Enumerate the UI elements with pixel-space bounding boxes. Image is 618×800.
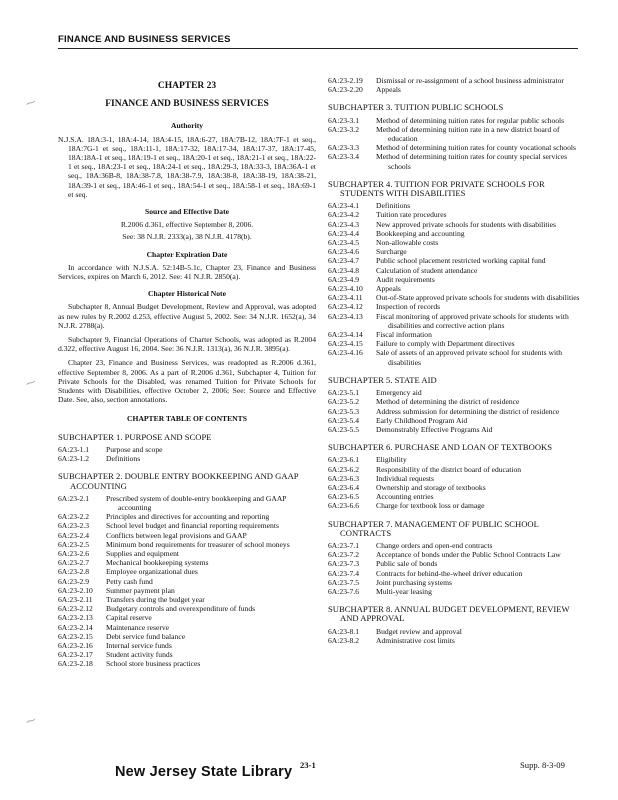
expiration-heading: Chapter Expiration Date bbox=[146, 249, 228, 259]
section-number: 6A:23-2.15 bbox=[58, 631, 93, 641]
section-title: Employee organizational dues bbox=[106, 567, 198, 577]
section-number: 6A:23-2.13 bbox=[58, 613, 93, 623]
section-number: 6A:23-3.1 bbox=[328, 115, 360, 125]
section-number: 6A:23-3.3 bbox=[328, 143, 360, 153]
section-title: Appeals bbox=[376, 284, 401, 294]
chapter-number: CHAPTER 23 bbox=[157, 81, 217, 91]
section-title: Capital reserve bbox=[106, 613, 152, 623]
section-title: Dismissal or re-assignment of a school business administrator bbox=[376, 76, 564, 85]
section-title: School store business practices bbox=[106, 659, 201, 669]
history-paragraph: Subchapter 8, Annual Budget Development, Review and Approval, was adopted as new rules by R.2002 d.253, effective August 5, 2002. See: 34 N.J.R. 1652(a), 34 N.J.R. 2788(a). bbox=[58, 302, 316, 330]
toc-entry bbox=[328, 559, 580, 568]
section-title: Budget review and approval bbox=[376, 626, 462, 636]
section-title: Charge for textbook loss or damage bbox=[376, 501, 485, 511]
subchapter-heading: SUBCHAPTER 6. PURCHASE AND LOAN OF TEXTBOOKS bbox=[328, 442, 553, 453]
section-title: Surcharge bbox=[376, 247, 407, 257]
right-toc bbox=[328, 103, 580, 645]
section-title: Contracts for behind-the-wheel driver education bbox=[376, 568, 523, 578]
margin-mark: ⁓ bbox=[24, 96, 38, 111]
subchapter-heading: SUBCHAPTER 3. TUITION PUBLIC SCHOOLS bbox=[328, 102, 504, 113]
section-title: Method of determining tuition rates for county vocational schools bbox=[376, 143, 576, 153]
section-number: 6A:23-2.4 bbox=[58, 530, 90, 540]
toc-entry bbox=[58, 613, 316, 622]
section-title: Audit requirements bbox=[376, 274, 435, 284]
toc-entry bbox=[58, 650, 316, 659]
library-watermark: New Jersey State Library bbox=[115, 764, 293, 780]
toc-entry bbox=[328, 247, 580, 256]
section-number: 6A:23-2.14 bbox=[58, 622, 93, 632]
toc-entry bbox=[328, 416, 580, 425]
section-title: Transfers during the budget year bbox=[106, 594, 205, 604]
toc-entry bbox=[58, 521, 316, 530]
section-number: 6A:23-7.2 bbox=[328, 550, 360, 560]
toc-entry bbox=[328, 229, 580, 238]
section-number: 6A:23-7.5 bbox=[328, 577, 360, 587]
authority-heading: Authority bbox=[170, 121, 204, 131]
section-title: Conflicts between legal provisions and GAAP bbox=[106, 530, 247, 540]
section-title: Petty cash fund bbox=[106, 576, 153, 586]
history-heading: Chapter Historical Note bbox=[148, 289, 226, 299]
section-title: New approved private schools for students with disabilities bbox=[376, 219, 556, 229]
section-number: 6A:23-7.6 bbox=[328, 586, 360, 596]
section-number: 6A:23-5.3 bbox=[328, 406, 360, 416]
toc-entry bbox=[328, 266, 580, 275]
toc-entry bbox=[58, 549, 316, 558]
section-number: 6A:23-4.14 bbox=[328, 330, 363, 340]
toc-entry bbox=[328, 85, 580, 94]
section-title: Accounting entries bbox=[376, 492, 434, 502]
toc-entry bbox=[328, 238, 580, 247]
subchapter-heading: SUBCHAPTER 2. DOUBLE ENTRY BOOKKEEPING AND GAAP ACCOUNTING bbox=[58, 471, 299, 491]
section-number: 6A:23-4.12 bbox=[328, 302, 363, 312]
margin-mark: ⁓ bbox=[24, 376, 38, 391]
section-title: Budgetary controls and overexpenditure of funds bbox=[106, 604, 256, 614]
supplement-date: Supp. 8-3-09 bbox=[520, 760, 565, 770]
section-title: Change orders and open-end contracts bbox=[376, 540, 493, 550]
section-number: 6A:23-5.2 bbox=[328, 397, 360, 407]
section-title: Summer payment plan bbox=[106, 585, 175, 595]
toc-entry bbox=[328, 330, 580, 339]
toc-entry bbox=[58, 632, 316, 641]
section-number: 6A:23-2.20 bbox=[328, 85, 363, 95]
toc-heading: CHAPTER TABLE OF CONTENTS bbox=[127, 414, 247, 424]
toc-entry bbox=[58, 659, 316, 668]
section-title: Internal service funds bbox=[106, 640, 172, 650]
section-title: Tuition rate procedures bbox=[376, 210, 447, 220]
section-number: 6A:23-2.3 bbox=[58, 521, 90, 531]
section-number: 6A:23-4.5 bbox=[328, 238, 360, 248]
toc-entry bbox=[328, 465, 580, 474]
toc-entry bbox=[58, 445, 316, 454]
toc-entry bbox=[328, 636, 580, 645]
toc-entry bbox=[328, 492, 580, 501]
toc-entry bbox=[328, 407, 580, 416]
section-title: Method of determining tuition rates for county special services schools bbox=[376, 152, 568, 171]
section-number: 6A:23-4.11 bbox=[328, 293, 363, 303]
section-number: 6A:23-4.7 bbox=[328, 256, 360, 266]
section-title: Multi-year leasing bbox=[376, 586, 432, 596]
subchapter-heading: SUBCHAPTER 7. MANAGEMENT OF PUBLIC SCHOOL CONTRACTS bbox=[328, 518, 539, 538]
section-number: 6A:23-2.1 bbox=[58, 493, 90, 503]
toc-entry bbox=[328, 587, 580, 596]
toc-entry bbox=[58, 577, 316, 586]
subchapter-heading: SUBCHAPTER 8. ANNUAL BUDGET DEVELOPMENT, REVIEW AND APPROVAL bbox=[328, 604, 570, 624]
continued-toc bbox=[328, 76, 580, 94]
section-title: Maintenance reserve bbox=[106, 622, 170, 632]
section-number: 6A:23-3.4 bbox=[328, 152, 360, 162]
section-number: 6A:23-4.9 bbox=[328, 274, 360, 284]
toc-entry bbox=[328, 256, 580, 265]
section-title: Inspection of records bbox=[376, 302, 441, 312]
toc-entry bbox=[328, 550, 580, 559]
header-rule bbox=[58, 48, 578, 49]
section-title: Minimum bond requirements for treasurer of school moneys bbox=[106, 539, 290, 549]
expiration-text: In accordance with N.J.S.A. 52:14B-5.1c, Chapter 23, Finance and Business Services, expires on March 6, 2012. See: 41 N.J.R. 2850(a). bbox=[58, 262, 316, 282]
authority-text: N.J.S.A. 18A:3-1, 18A:4-14, 18A:4-15, 18A:6-27, 18A:7B-12, 18A:7F-1 et seq., 18A:7G-1 et seq., 18A:11-1, 18A:17-32, 18A:17-34, 18A:17-37, 18A:17-45, 18A:18A-1 et seq., 18A:19-1 et seq., 18A:20-1 et seq., 18A:21-1 et seq., 18A:22-1 et seq., 18A:23-1 et seq., 18A:24-1 et seq., 18A:29-3, 18A:33-3, 18A:36A-1 et seq., 18A:36B-8, 18A:38-7.8, 18A:38-7.9, 18A:38-8, 18A:38-19, 18A:38-21, 18A:39-1 et seq., 18A:46-1 et seq., 18A:54-1 et seq., 18A:58-1 et seq., 18A:69-1 et seq. bbox=[58, 134, 316, 199]
section-number: 6A:23-5.1 bbox=[328, 388, 360, 398]
toc-entry bbox=[58, 604, 316, 613]
source-heading: Source and Effective Date bbox=[144, 207, 229, 217]
section-number: 6A:23-2.10 bbox=[58, 585, 93, 595]
history-paragraph: Chapter 23, Finance and Business Services, was readopted as R.2006 d.361, effective September 8, 2006. As a part of R.2006 d.361, Subchapter 4, Tuition for Private Schools for the Disabled, was renamed Tuition for Private Schools for Students with Disabilities, effective October 2, 2006; See: Source and Effective Date. See, also, section annotations. bbox=[58, 358, 316, 405]
toc-entry bbox=[328, 501, 580, 510]
toc-entry bbox=[328, 627, 580, 636]
section-title: Prescribed system of double-entry bookkeeping and GAAP accounting bbox=[106, 493, 287, 512]
toc-entry bbox=[328, 388, 580, 397]
toc-entry bbox=[328, 397, 580, 406]
section-number: 6A:23-6.4 bbox=[328, 482, 360, 492]
section-title: Acceptance of bonds under the Public School Contracts Law bbox=[376, 550, 561, 560]
section-title: Supplies and equipment bbox=[106, 548, 179, 558]
toc-entry bbox=[328, 578, 580, 587]
toc-entry bbox=[328, 210, 580, 219]
toc-entry bbox=[328, 348, 580, 366]
left-toc bbox=[58, 433, 316, 669]
section-title: Purpose and scope bbox=[106, 444, 163, 454]
toc-entry bbox=[328, 569, 580, 578]
section-title: Public sale of bonds bbox=[376, 559, 438, 569]
section-title: Method of determining the district of residence bbox=[376, 397, 520, 407]
section-title: Principles and directives for accounting and reporting bbox=[106, 512, 270, 522]
section-title: Out-of-State approved private schools for students with disabilities bbox=[376, 293, 580, 303]
section-number: 6A:23-2.17 bbox=[58, 650, 93, 660]
section-number: 6A:23-5.5 bbox=[328, 424, 360, 434]
section-number: 6A:23-1.2 bbox=[58, 454, 90, 464]
section-number: 6A:23-2.9 bbox=[58, 576, 90, 586]
section-title: Joint purchasing systems bbox=[376, 577, 452, 587]
toc-entry bbox=[58, 540, 316, 549]
toc-entry bbox=[328, 201, 580, 210]
section-title: Failure to comply with Department directives bbox=[376, 339, 515, 349]
section-title: Address submission for determining the district of residence bbox=[376, 406, 560, 416]
section-title: Appeals bbox=[376, 85, 401, 95]
section-title: Mechanical bookkeeping systems bbox=[106, 558, 209, 568]
section-title: Definitions bbox=[376, 201, 411, 211]
section-number: 6A:23-5.4 bbox=[328, 415, 360, 425]
section-number: 6A:23-3.2 bbox=[328, 124, 360, 134]
section-number: 6A:23-2.2 bbox=[58, 512, 90, 522]
section-number: 6A:23-6.3 bbox=[328, 473, 360, 483]
toc-entry bbox=[328, 425, 580, 434]
section-number: 6A:23-1.1 bbox=[58, 444, 90, 454]
toc-entry bbox=[328, 312, 580, 330]
section-number: 6A:23-4.13 bbox=[328, 311, 363, 321]
toc-entry bbox=[328, 76, 580, 85]
toc-entry bbox=[328, 152, 580, 170]
right-column bbox=[328, 76, 580, 645]
source-line: See: 38 N.J.R. 2333(a), 38 N.J.R. 4178(b). bbox=[122, 232, 252, 242]
toc-entry bbox=[328, 339, 580, 348]
section-title: Fiscal monitoring of approved private schools for students with disabilities and corrective action plans bbox=[376, 311, 569, 330]
section-title: Fiscal information bbox=[376, 330, 432, 340]
section-title: Method of determining tuition rate in a new district board of education bbox=[376, 124, 560, 144]
toc-entry bbox=[328, 483, 580, 492]
toc-entry bbox=[328, 220, 580, 229]
section-number: 6A:23-4.16 bbox=[328, 348, 363, 358]
section-title: Responsibility of the district board of education bbox=[376, 464, 522, 474]
toc-entry bbox=[58, 586, 316, 595]
toc-entry bbox=[328, 284, 580, 293]
section-number: 6A:23-6.2 bbox=[328, 464, 360, 474]
section-number: 6A:23-8.2 bbox=[328, 635, 360, 645]
section-title: Method of determining tuition rates for regular public schools bbox=[376, 115, 565, 125]
toc-entry bbox=[328, 125, 580, 143]
section-title: Emergency aid bbox=[376, 388, 422, 398]
section-number: 6A:23-7.1 bbox=[328, 540, 360, 550]
section-number: 6A:23-2.7 bbox=[58, 558, 90, 568]
section-title: Bookkeeping and accounting bbox=[376, 228, 465, 238]
section-title: Demonstrably Effective Programs Aid bbox=[376, 424, 493, 434]
toc-entry bbox=[58, 512, 316, 521]
section-title: School level budget and financial reporting requirements bbox=[106, 521, 279, 531]
running-head: FINANCE AND BUSINESS SERVICES bbox=[58, 34, 231, 45]
section-number: 6A:23-4.10 bbox=[328, 284, 363, 294]
section-title: Student activity funds bbox=[106, 650, 173, 660]
section-number: 6A:23-2.5 bbox=[58, 539, 90, 549]
section-number: 6A:23-7.3 bbox=[328, 559, 360, 569]
section-title: Sale of assets of an approved private school for students with disabilities bbox=[376, 348, 563, 367]
section-number: 6A:23-4.15 bbox=[328, 339, 363, 349]
subchapter-heading: SUBCHAPTER 5. STATE AID bbox=[328, 374, 437, 385]
section-number: 6A:23-2.6 bbox=[58, 548, 90, 558]
toc-entry bbox=[328, 541, 580, 550]
toc-entry bbox=[58, 531, 316, 540]
section-title: Calculation of student attendance bbox=[376, 265, 478, 275]
section-number: 6A:23-8.1 bbox=[328, 626, 360, 636]
section-title: Administrative cost limits bbox=[376, 635, 455, 645]
section-title: Early Childhood Program Aid bbox=[376, 415, 468, 425]
page-number: 23-1 bbox=[300, 760, 316, 770]
toc-entry bbox=[328, 474, 580, 483]
section-number: 6A:23-4.6 bbox=[328, 247, 360, 257]
source-line: R.2006 d.361, effective September 8, 2006. bbox=[120, 220, 254, 230]
toc-entry bbox=[328, 116, 580, 125]
left-column bbox=[58, 68, 316, 669]
section-number: 6A:23-4.8 bbox=[328, 265, 360, 275]
subchapter-heading: SUBCHAPTER 4. TUITION FOR PRIVATE SCHOOLS FOR STUDENTS WITH DISABILITIES bbox=[328, 178, 545, 199]
toc-entry bbox=[58, 494, 316, 512]
chapter-title: FINANCE AND BUSINESS SERVICES bbox=[105, 99, 269, 110]
section-title: Individual requests bbox=[376, 473, 434, 483]
section-number: 6A:23-7.4 bbox=[328, 568, 360, 578]
section-number: 6A:23-6.5 bbox=[328, 492, 360, 502]
section-number: 6A:23-4.3 bbox=[328, 219, 360, 229]
toc-entry bbox=[58, 454, 316, 463]
toc-entry bbox=[58, 567, 316, 576]
section-number: 6A:23-6.1 bbox=[328, 455, 360, 465]
toc-entry bbox=[328, 293, 580, 302]
section-number: 6A:23-4.4 bbox=[328, 228, 360, 238]
toc-entry bbox=[58, 595, 316, 604]
section-title: Public school placement restricted working capital fund bbox=[376, 256, 546, 266]
history-paragraph: Subchapter 9, Financial Operations of Charter Schools, was adopted as R.2004 d.322, effective August 16, 2004. See: 36 N.J.R. 1313(a), 36 N.J.R. 3895(a). bbox=[58, 335, 316, 354]
toc-entry bbox=[58, 558, 316, 567]
section-number: 6A:23-2.11 bbox=[58, 594, 93, 604]
section-number: 6A:23-4.1 bbox=[328, 201, 360, 211]
margin-mark: ⁓ bbox=[24, 714, 38, 729]
section-number: 6A:23-2.16 bbox=[58, 640, 93, 650]
section-title: Definitions bbox=[106, 454, 141, 464]
section-number: 6A:23-4.2 bbox=[328, 210, 360, 220]
toc-entry bbox=[58, 641, 316, 650]
section-number: 6A:23-2.18 bbox=[58, 659, 93, 669]
section-title: Eligibility bbox=[376, 455, 407, 465]
section-title: Non-allowable costs bbox=[376, 238, 439, 248]
subchapter-heading: SUBCHAPTER 1. PURPOSE AND SCOPE bbox=[58, 431, 212, 442]
section-number: 6A:23-2.8 bbox=[58, 567, 90, 577]
section-title: Debt service fund balance bbox=[106, 631, 186, 641]
toc-entry bbox=[328, 143, 580, 152]
toc-entry bbox=[328, 302, 580, 311]
section-number: 6A:23-6.6 bbox=[328, 501, 360, 511]
section-title: Ownership and storage of textbooks bbox=[376, 482, 486, 492]
section-number: 6A:23-2.19 bbox=[328, 76, 363, 85]
toc-entry bbox=[328, 275, 580, 284]
toc-entry bbox=[58, 623, 316, 632]
toc-entry bbox=[328, 455, 580, 464]
section-number: 6A:23-2.12 bbox=[58, 604, 93, 614]
